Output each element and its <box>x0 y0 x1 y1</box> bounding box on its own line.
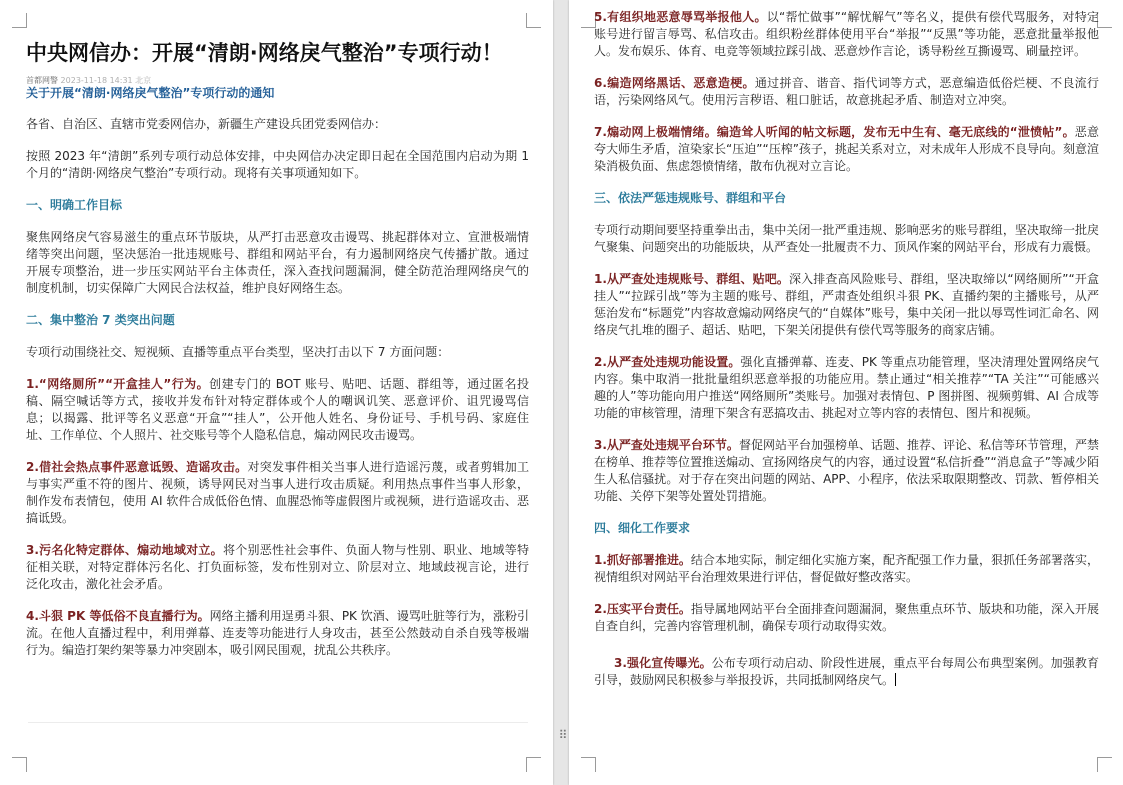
list-item <box>594 552 1099 586</box>
section-heading-2: 二、集中整治 7 类突出问题 <box>26 313 175 327</box>
spacer <box>26 101 529 116</box>
notice-title: 关于开展“清朗·网络戾气整治”专项行动的通知 <box>26 86 275 100</box>
item-lead: 1.抓好部署推进。 <box>594 553 691 567</box>
crop-mark <box>581 757 596 772</box>
item-lead: 1.从严查处违规账号、群组、贴吧。 <box>594 272 790 286</box>
crop-mark <box>12 13 27 28</box>
item-lead: 2.压实平台责任。 <box>594 602 691 616</box>
spacer <box>594 175 1099 190</box>
article-title: 中央网信办：开展“清朗·网络戾气整治”专项行动！ <box>26 41 503 65</box>
spacer <box>26 527 529 542</box>
item-text: 恶意夸大师生矛盾，渲染家长“压迫”“压榨”孩子，挑起关系对立，对未成年人形成不良导向。刻意渲染消极负面、焦虑怨愤情绪，散布仇视对立言论。 <box>594 125 1099 173</box>
list-item <box>594 354 1099 422</box>
item-lead: 1.“网络厕所”“开盒挂人”行为。 <box>26 377 210 391</box>
spacer <box>26 133 529 148</box>
spacer <box>26 297 529 312</box>
list-item <box>26 608 529 659</box>
spacer <box>594 60 1099 75</box>
list-item <box>594 124 1099 175</box>
section-heading-1: 一、明确工作目标 <box>26 198 123 212</box>
list-item <box>594 437 1099 505</box>
page-content[interactable] <box>26 0 529 659</box>
crop-mark <box>526 757 541 772</box>
spacer <box>26 361 529 376</box>
item-text: 公布专项行动启动、阶段性进展，重点平台每周公布典型案例。加强教育引导，鼓励网民积极参与举报投诉，共同抵制网络戾气。 <box>594 656 1099 687</box>
crop-mark <box>1097 757 1112 772</box>
page-content[interactable] <box>594 9 1099 689</box>
list-item <box>26 376 529 444</box>
item-text: 将个别恶性社会事件、负面人物与性别、职业、地域等特征相关联，对特定群体污名化、打负面标签，发布性别对立、阶层对立、地域歧视言论，进行泛化攻击，激化社会矛盾。 <box>26 543 529 591</box>
item-text: 结合本地实际，制定细化实施方案，配齐配强工作力量，狠抓任务部署落实，视情组织对网站平台治理效果进行评估，督促做好整改落实。 <box>594 553 1099 584</box>
item-lead: 5.有组织地恶意辱骂举报他人。 <box>594 10 767 24</box>
item-text: 通过拼音、谐音、指代词等方式，恶意编造低俗烂梗、不良流行语，污染网络风气。使用污言秽语、粗口脏话，故意挑起矛盾、制造对立冲突。 <box>594 76 1099 107</box>
spacer <box>594 505 1099 520</box>
section-heading-3: 三、依法严惩违规账号、群组和平台 <box>594 191 787 205</box>
item-lead: 2.从严查处违规功能设置。 <box>594 355 741 369</box>
spacer <box>26 329 529 344</box>
spacer <box>594 635 1099 655</box>
section-1-body: 聚焦网络戾气容易滋生的重点环节版块，从严打击恶意攻击谩骂、挑起群体对立、宣泄极端情绪等突出问题，坚决惩治一批违规账号、群组和网站平台，有力遏制网络戾气传播扩散。通过开展专项整治，进一步压实网站平台主体责任，深入查找问题漏洞，健全防范治理网络戾气的制度机制，切实保障广大网民合法权益，维护良好网络生态。 <box>26 230 529 295</box>
section-heading-4: 四、细化工作要求 <box>594 521 691 535</box>
spacer <box>26 182 529 197</box>
crop-mark <box>12 757 27 772</box>
spacer <box>594 422 1099 437</box>
spacer <box>594 207 1099 222</box>
document-page-right <box>569 0 1123 785</box>
item-text: 强化直播弹幕、连麦、PK 等重点功能管理，坚决清理处置网络戾气内容。集中取消一批批量组织恶意举报的功能应用。禁止通过“相关推荐”“TA 关注”“可能感兴趣的人”等功能向用户推送“网络厕所”类账号。加强对表情包、P 图拼图、视频剪辑、AI 合成等功能的审核管理，清理下架含有恶搞攻击、挑起对立等内容的表情包、图片和视频。 <box>594 355 1099 420</box>
list-item <box>26 542 529 593</box>
spacer <box>594 586 1099 601</box>
item-lead: 4.斗狠 PK 等低俗不良直播行为。 <box>26 609 210 623</box>
intro-paragraph: 按照 2023 年“清朗”系列专项行动总体安排，中央网信办决定即日起在全国范围内启动为期 1 个月的“清朗·网络戾气整治”专项行动。现将有关事项通知如下。 <box>26 149 529 180</box>
spacer <box>594 537 1099 552</box>
page-bottom-line <box>28 722 528 723</box>
drag-handle-icon[interactable]: ⠿ <box>558 728 568 742</box>
spacer <box>594 256 1099 271</box>
meta-source: 首都网警 <box>26 76 58 85</box>
spacer <box>26 214 529 229</box>
item-text: 指导属地网站平台全面排查问题漏洞，聚焦重点环节、版块和功能，深入开展自查自纠，完善内容管理机制，确保专项行动取得实效。 <box>594 602 1099 633</box>
list-item <box>594 655 1099 689</box>
crop-mark <box>1097 13 1112 28</box>
meta-datetime: 2023-11-18 14:31 北京 <box>60 76 152 85</box>
item-lead: 3.从严查处违规平台环节。 <box>594 438 739 452</box>
item-lead: 3.强化宣传曝光。 <box>614 656 712 670</box>
item-lead: 3.污名化特定群体、煽动地域对立。 <box>26 543 223 557</box>
list-item <box>594 601 1099 635</box>
list-item <box>594 75 1099 109</box>
item-text: 网络主播利用逞勇斗狠、PK 饮酒、谩骂吐脏等行为，涨粉引流。在他人直播过程中，利用弹幕、连麦等功能进行人身攻击，甚至公然鼓动自杀自残等极端行为。编造打架约架等暴力冲突剧本，吸引网民围观，扰乱公共秩序。 <box>26 609 529 657</box>
item-lead: 7.煽动网上极端情绪。编造耸人听闻的帖文标题，发布无中生有、毫无底线的“泄愤帖”。 <box>594 125 1075 139</box>
item-text: 以“帮忙做事”“解忧解气”等名义，提供有偿代骂服务，对特定账号进行留言辱骂、私信攻击。组织粉丝群体使用平台“举报”“反黑”等功能，恶意批量举报他人。发布娱乐、体育、电竞等领域拉踩引战、恶意炒作言论，诱导粉丝互撕谩骂、刷量控评。 <box>594 10 1099 58</box>
salutation: 各省、自治区、直辖市党委网信办，新疆生产建设兵团党委网信办： <box>26 117 387 131</box>
item-text: 深入排查高风险账号、群组，坚决取缔以“网络厕所”“开盒挂人”“拉踩引战”等为主题的账号、群组，严肃查处组织斗狠 PK、直播约架的主播账号，从严惩治发布“标题党”内容故意煽动网络戾气的“自媒体”账号，集中关闭一批以辱骂性词汇命名、网络戾气扎堆的圈子、超话、贴吧，下架关闭提供有偿代骂等服务的商家店铺。 <box>594 272 1099 337</box>
list-item <box>594 9 1099 60</box>
item-lead: 6.编造网络黑话、恶意造梗。 <box>594 76 755 90</box>
text-cursor <box>895 673 896 686</box>
spacer <box>26 444 529 459</box>
section-2-intro: 专项行动围绕社交、短视频、直播等重点平台类型，坚决打击以下 7 方面问题： <box>26 345 450 359</box>
item-text: 对突发事件相关当事人进行造谣污蔑，或者剪辑加工与事实严重不符的图片、视频，诱导网民对当事人进行攻击质疑。利用热点事件当事人形象，制作发布表情包，使用 AI 软件合成低俗色情、血腥恐怖等虚假图片或视频，进行造谣攻击、恶搞诋毁。 <box>26 460 529 525</box>
spacer <box>594 339 1099 354</box>
section-3-intro: 专项行动期间要坚持重拳出击，集中关闭一批严重违规、影响恶劣的账号群组，坚决取缔一批戾气聚集、问题突出的功能版块，从严查处一批履责不力、顶风作案的网站平台，形成有力震慑。 <box>594 223 1099 254</box>
item-text: 督促网站平台加强榜单、话题、推荐、评论、私信等环节管理，严禁在榜单、推荐等位置推送煽动、宣扬网络戾气的内容，通过设置“私信折叠”“消息盒子”等减少陌生人私信骚扰。对于存在突出问题的网站、APP、小程序，依法采取限期整改、罚款、暂停相关功能、关停下架等处置处罚措施。 <box>594 438 1099 503</box>
item-lead: 2.借社会热点事件恶意诋毁、造谣攻击。 <box>26 460 248 474</box>
list-item <box>594 271 1099 339</box>
document-page-left <box>0 0 553 785</box>
list-item <box>26 459 529 527</box>
spacer <box>594 109 1099 124</box>
spacer <box>26 593 529 608</box>
item-text: 创建专门的 BOT 账号、贴吧、话题、群组等，通过匿名投稿、隔空喊话等方式，接收并发布针对特定群体或个人的嘲讽讥笑、恶意评价、诅咒谩骂信息；以揭露、批评等名义恶意“开盒”“挂人”，公开他人姓名、身份证号、手机号码、家庭住址、工作单位、个人照片、社交账号等个人隐私信息，煽动网民攻击谩骂。 <box>26 377 529 442</box>
article-meta <box>26 76 529 86</box>
